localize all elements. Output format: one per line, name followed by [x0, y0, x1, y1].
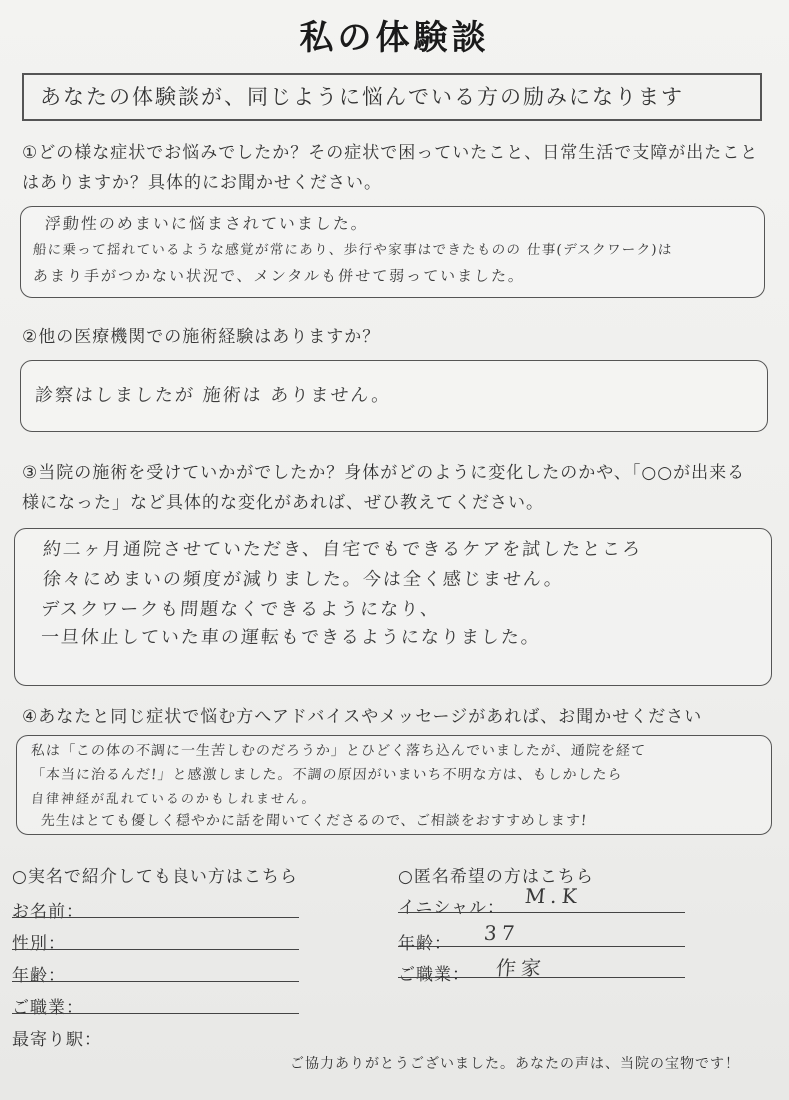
initial-line: [398, 912, 685, 913]
answer-3-line-2: 徐々にめまいの頻度が減りました。今は全く感じません。: [42, 569, 565, 590]
anonymous-job-label: ご職業：: [398, 965, 470, 985]
answer-3-line-1: 約二ヶ月通院させていただき、自宅でもできるケアを試したところ: [42, 539, 643, 560]
anonymous-age-value: 37: [482, 921, 521, 945]
name-label: お名前：: [12, 902, 84, 922]
answer-4-line-3: 自律神経が乱れているのかもしれません。: [30, 792, 318, 807]
question-1: [22, 138, 758, 198]
anonymous-age-line: [398, 946, 685, 947]
answer-4-line-1: 私は「この体の不調に一生苦しむのだろうか」とひどく落ち込んでいましたが、通院を経て: [30, 743, 647, 759]
real-name-heading: ○実名で紹介しても良い方はこちら: [12, 867, 298, 887]
anonymous-job-line: [398, 977, 685, 978]
question-3-line-1: ③当院の施術を受けていかがでしたか？身体がどのように変化したのかや、「○○が出来る: [22, 463, 746, 483]
initial-label: イニシャル：: [398, 898, 505, 918]
answer-1-line-1: 浮動性のめまいに悩まされていました。: [44, 214, 370, 233]
job-label: ご職業：: [12, 998, 84, 1018]
question-1-line-1: ①どの様な症状でお悩みでしたか？その症状で困っていたこと、日常生活で支障が出たこと: [22, 143, 759, 163]
job-line: [12, 1013, 299, 1014]
name-line: [12, 917, 299, 918]
answer-box-2: [20, 360, 768, 432]
answer-3-line-4: 一旦休止していた車の運転もできるようになりました。: [40, 627, 542, 648]
question-4-line-1: ④あなたと同じ症状で悩む方へアドバイスやメッセージがあれば、お聞かせください: [22, 707, 703, 727]
question-2-line-1: ②他の医療機関での施術経験はありますか？: [22, 327, 381, 347]
question-2: [22, 322, 380, 352]
question-3-line-2: 様になった」など具体的な変化があれば、ぜひ教えてください。: [22, 493, 544, 513]
anonymous-heading: ○匿名希望の方はこちら: [398, 867, 594, 887]
anonymous-age-label: 年齢：: [398, 934, 452, 954]
answer-4-line-2: 「本当に治るんだ!」と感激しました。不調の原因がいまいち不明な方は、もしかしたら: [30, 767, 624, 783]
gender-line: [12, 949, 299, 950]
page-title: 私の体験談: [299, 18, 490, 58]
station-label: 最寄り駅：: [12, 1030, 102, 1050]
answer-2-line-1: 診察はしましたが 施術は ありません。: [34, 385, 393, 406]
initial-value: M.K: [523, 884, 583, 908]
question-4: [22, 702, 702, 732]
answer-box-3: [14, 528, 772, 686]
answer-1-line-2: 船に乗って揺れているような感覚が常にあり、歩行や家事はできたものの 仕事(デスクワーク)は: [32, 242, 674, 258]
answer-box-1: [20, 206, 765, 298]
anonymous-job-value: 作家: [494, 956, 547, 980]
banner: あなたの体験談が、同じように悩んでいる方の励みになります: [22, 73, 762, 121]
answer-4-line-4: 先生はとても優しく穏やかに話を聞いてくださるので、ご相談をおすすめします!: [40, 813, 588, 829]
age-line: [12, 981, 299, 982]
question-3: [22, 458, 745, 518]
footer-thanks: ご協力ありがとうございました。あなたの声は、当院の宝物です！: [290, 1056, 740, 1072]
age-label: 年齢：: [12, 966, 66, 986]
question-1-line-2: はありますか？具体的にお聞かせください。: [22, 173, 382, 193]
answer-3-line-3: デスクワークも問題なくできるようになり、: [40, 599, 441, 620]
answer-1-line-3: あまり手がつかない状況で、メンタルも併せて弱っていました。: [32, 267, 526, 285]
gender-label: 性別：: [12, 934, 66, 954]
answer-box-4: [16, 735, 772, 835]
